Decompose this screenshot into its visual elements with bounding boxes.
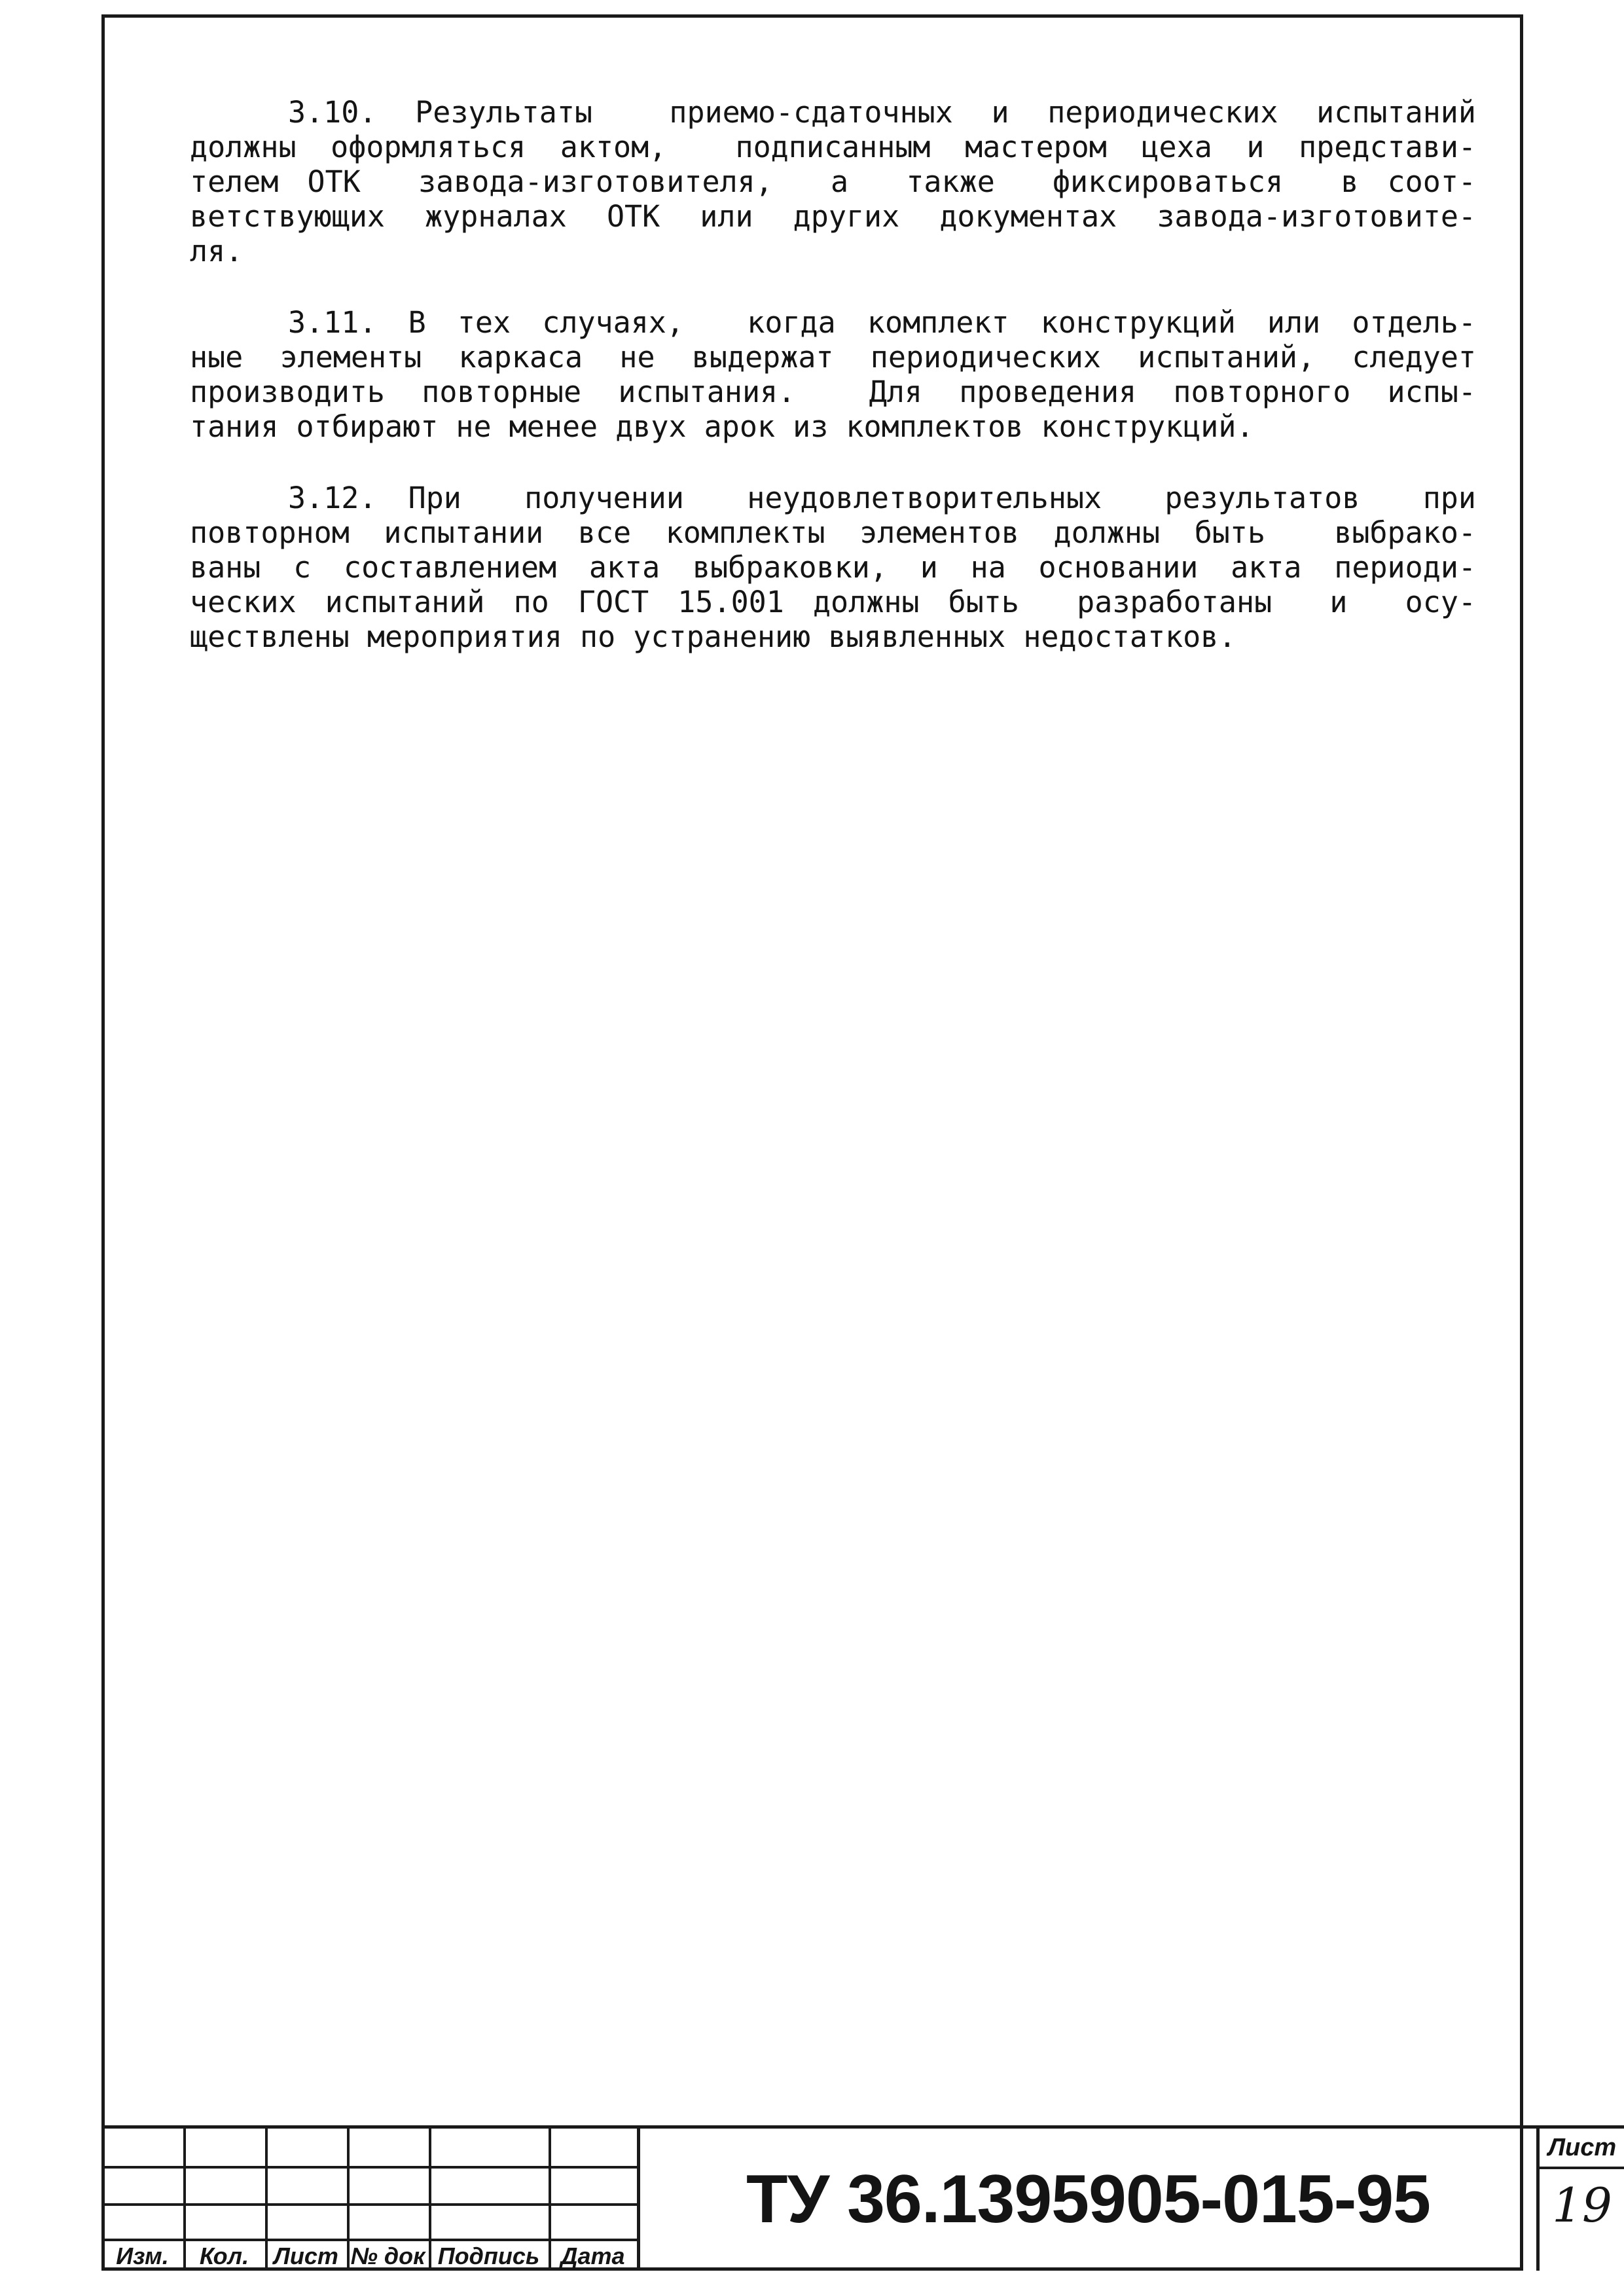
- text-line: тания отбирают не менее двух арок из комплектов конструкций.: [190, 409, 1254, 444]
- text-line: ваны с составлением акта выбраковки, и на основании акта периоди-: [190, 550, 1476, 585]
- header-doc-no: № док: [350, 2243, 425, 2269]
- sheet-label: Лист: [1540, 2129, 1624, 2169]
- grid-line: [101, 2166, 637, 2169]
- sheet-box: [1536, 2125, 1624, 2271]
- header-kol: Кол.: [199, 2243, 249, 2269]
- document-code: ТУ 36.1395905-015-95: [640, 2125, 1536, 2271]
- sheet-number: 19: [1552, 2178, 1612, 2233]
- grid-line: [101, 2203, 637, 2206]
- text-line: ные элементы каркаса не выдержат периодических испытаний, следует: [190, 340, 1476, 375]
- revision-grid: [101, 2125, 640, 2271]
- text-line: ществлены мероприятия по устранению выявленных недостатков.: [190, 619, 1236, 654]
- header-signature: Подпись: [437, 2243, 540, 2269]
- paragraph-3-12: [190, 481, 1476, 654]
- header-izm: Изм.: [116, 2243, 169, 2269]
- text-line: 3.12. При получении неудовлетворительных результатов при: [288, 481, 1476, 515]
- header-date: Дата: [560, 2243, 625, 2269]
- text-line: повторном испытании все комплекты элементов должны быть выбрако-: [190, 515, 1476, 550]
- title-block: [101, 2125, 1617, 2271]
- document-body: [190, 95, 1476, 691]
- text-line: должны оформляться актом, подписанным мастером цеха и представи-: [190, 130, 1476, 164]
- text-line: производить повторные испытания. Для проведения повторного испы-: [190, 375, 1476, 409]
- text-line: ветствующих журналах ОТК или других документах завода-изготовите-: [190, 199, 1476, 234]
- paragraph-3-10: [190, 95, 1476, 268]
- text-line: 3.10. Результаты приемо-сдаточных и периодических испытаний: [288, 95, 1476, 130]
- text-line: ческих испытаний по ГОСТ 15.001 должны быть разработаны и осу-: [190, 585, 1476, 619]
- paragraph-3-11: [190, 305, 1476, 444]
- text-line: телем ОТК завода-изготовителя, а также фиксироваться в соот-: [190, 164, 1476, 199]
- text-line: 3.11. В тех случаях, когда комплект конструкций или отдель-: [288, 305, 1476, 340]
- header-list: Лист: [274, 2243, 338, 2269]
- text-line: ля.: [190, 234, 244, 268]
